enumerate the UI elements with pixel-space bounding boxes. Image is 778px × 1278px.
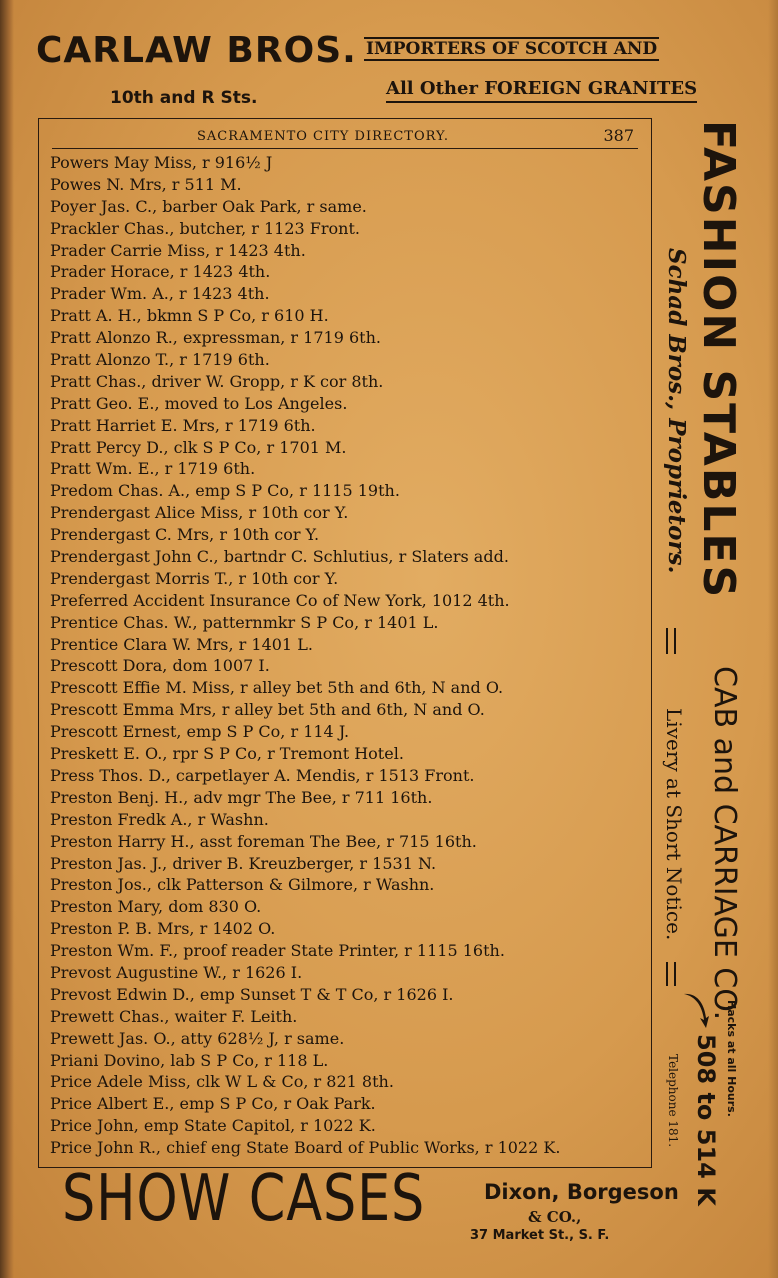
dixon-address: 37 Market St., S. F. — [470, 1228, 610, 1243]
directory-entries — [50, 152, 560, 1159]
directory-entry: Powers May Miss, r 916½ J — [50, 153, 273, 172]
directory-entry: Price John, emp State Capitol, r 1022 K. — [50, 1116, 376, 1136]
directory-entry: Press Thos. D., carpetlayer A. Mendis, r 1513 Front. — [50, 765, 475, 785]
directory-entry: Preston Harry H., asst foreman The Bee, r 715 16th. — [50, 831, 477, 851]
directory-entry: Prentice Clara W. Mrs, r 1401 L. — [50, 634, 313, 654]
carlaw-address: 10th and R Sts. — [110, 88, 258, 108]
directory-entry: Pratt Chas., driver W. Gropp, r K cor 8th. — [50, 371, 384, 391]
directory-entry: Preston Fredk A., r Washn. — [50, 809, 269, 829]
directory-entry: Prescott Dora, dom 1007 I. — [50, 656, 270, 676]
importers-line: IMPORTERS OF SCOTCH AND — [366, 39, 658, 59]
directory-entry: Prendergast C. Mrs, r 10th cor Y. — [50, 525, 320, 545]
hacks-line: Hacks at all Hours. — [725, 1000, 738, 1117]
directory-entry: Pratt Wm. E., r 1719 6th. — [50, 459, 256, 479]
directory-entry: Preston Benj. H., adv mgr The Bee, r 711 16th. — [50, 787, 433, 807]
directory-entry: Prescott Ernest, emp S P Co, r 114 J. — [50, 722, 350, 742]
directory-entry: Poyer Jas. C., barber Oak Park, r same. — [50, 196, 367, 216]
directory-entry: Pratt Alonzo R., expressman, r 1719 6th. — [50, 328, 381, 348]
directory-entry: Prackler Chas., butcher, r 1123 Front. — [50, 218, 360, 238]
directory-entry: Predom Chas. A., emp S P Co, r 1115 19th. — [50, 481, 400, 501]
directory-entry: Pratt A. H., bkmn S P Co, r 610 H. — [50, 306, 329, 326]
page-binding-edge — [0, 0, 14, 1278]
directory-entry: Prader Wm. A., r 1423 4th. — [50, 284, 270, 304]
directory-entry: Preston P. B. Mrs, r 1402 O. — [50, 919, 276, 939]
directory-entry: Pratt Harriet E. Mrs, r 1719 6th. — [50, 415, 316, 435]
show-cases-headline: SHOW CASES — [62, 1162, 426, 1236]
telephone-line: Telephone 181. — [666, 1054, 680, 1148]
dixon-borgeson-name: Dixon, Borgeson — [484, 1180, 679, 1204]
directory-entry: Prendergast Morris T., r 10th cor Y. — [50, 568, 339, 588]
dixon-company-suffix: & CO., — [528, 1208, 582, 1226]
directory-entry: Pratt Geo. E., moved to Los Angeles. — [50, 393, 348, 413]
granites-line: All Other FOREIGN GRANITES — [386, 78, 697, 103]
directory-entry: Prescott Emma Mrs, r alley bet 5th and 6th, N and O. — [50, 700, 485, 720]
directory-entry: Prevost Augustine W., r 1626 I. — [50, 962, 303, 982]
livery-line: Livery at Short Notice. — [662, 708, 686, 941]
directory-entry: Prentice Chas. W., patternmkr S P Co, r 1401 L. — [50, 612, 439, 632]
proprietors-line: Schad Bros., Proprietors. — [663, 248, 690, 574]
double-rule-divider — [666, 628, 676, 654]
directory-entry: Pratt Percy D., clk S P Co, r 1701 M. — [50, 437, 347, 457]
directory-entry: Preston Jas. J., driver B. Kreuzberger, r 1531 N. — [50, 853, 437, 873]
directory-title: SACRAMENTO CITY DIRECTORY. — [197, 129, 450, 144]
directory-entry: Prader Carrie Miss, r 1423 4th. — [50, 240, 306, 260]
directory-entry: Preston Wm. F., proof reader State Printer, r 1115 16th. — [50, 941, 505, 961]
page-number: 387 — [603, 126, 634, 145]
directory-entry: Price John R., chief eng State Board of Public Works, r 1022 K. — [50, 1138, 561, 1158]
directory-entry: Pratt Alonzo T., r 1719 6th. — [50, 350, 270, 370]
running-header — [52, 126, 638, 149]
page-right-edge — [768, 0, 778, 1278]
directory-entry: Prewett Jas. O., atty 628½ J, r same. — [50, 1028, 345, 1048]
fashion-stables-title: FASHION STABLES — [693, 120, 744, 600]
directory-entry: Preskett E. O., rpr S P Co, r Tremont Hotel. — [50, 744, 404, 764]
directory-entry: Prendergast John C., bartndr C. Schlutius, r Slaters add. — [50, 547, 509, 567]
directory-entry: Preferred Accident Insurance Co of New York, 1012 4th. — [50, 590, 510, 610]
stables-address: 508 to 514 K — [692, 1034, 720, 1206]
directory-entry: Preston Jos., clk Patterson & Gilmore, r Washn. — [50, 875, 435, 895]
directory-entry: Prescott Effie M. Miss, r alley bet 5th and 6th, N and O. — [50, 678, 504, 698]
directory-entry: Prewett Chas., waiter F. Leith. — [50, 1006, 298, 1026]
directory-entry: Priani Dovino, lab S P Co, r 118 L. — [50, 1050, 329, 1070]
cab-carriage-line: CAB and CARRIAGE CO. — [707, 666, 742, 1021]
pointing-hand-icon — [680, 990, 710, 1030]
directory-entry: Price Adele Miss, clk W L & Co, r 821 8th. — [50, 1072, 394, 1092]
directory-entry: Prader Horace, r 1423 4th. — [50, 262, 271, 282]
double-rule-divider — [666, 962, 676, 986]
directory-entry: Prevost Edwin D., emp Sunset T & T Co, r 1626 I. — [50, 984, 454, 1004]
directory-entry: Prendergast Alice Miss, r 10th cor Y. — [50, 503, 349, 523]
directory-entry: Powes N. Mrs, r 511 M. — [50, 174, 242, 194]
directory-entry: Price Albert E., emp S P Co, r Oak Park. — [50, 1094, 376, 1114]
directory-entry: Preston Mary, dom 830 O. — [50, 897, 262, 917]
carlaw-bros-name: CARLAW BROS. — [36, 30, 357, 71]
